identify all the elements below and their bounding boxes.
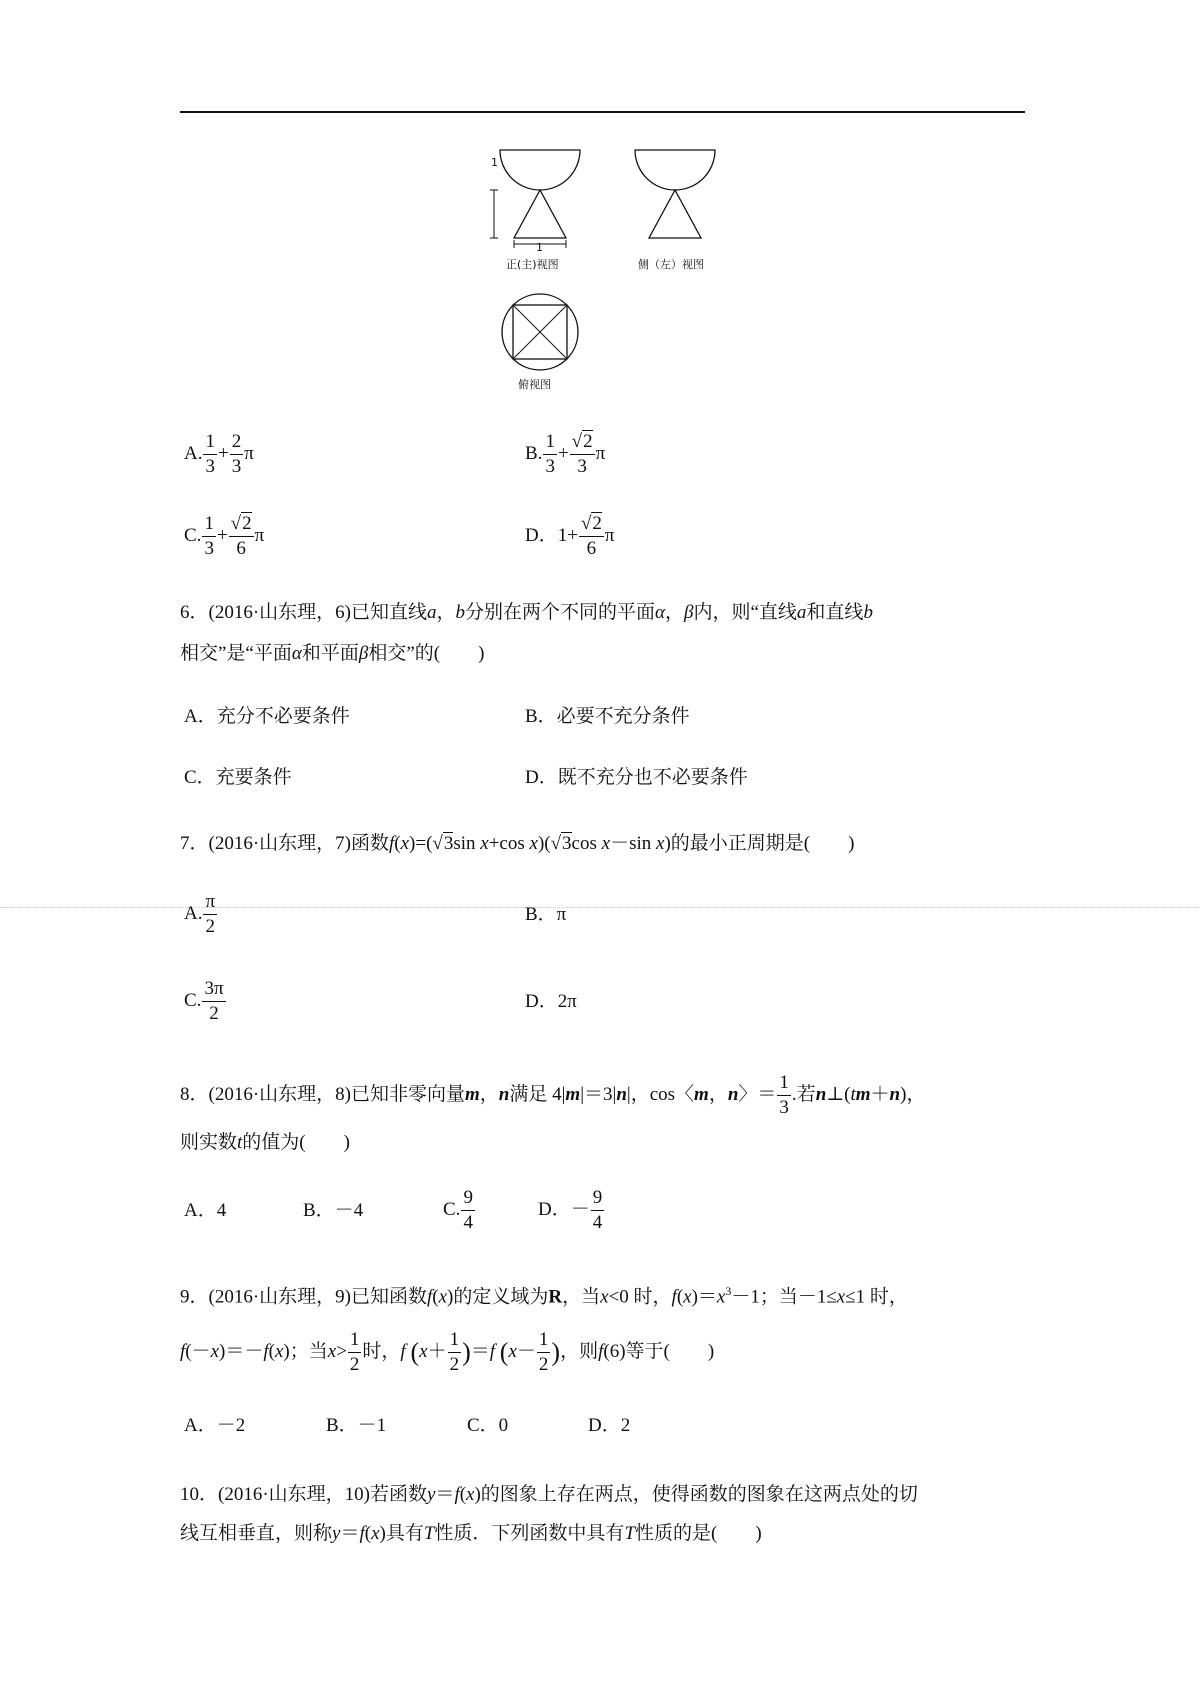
q7-option-b[interactable]: B．π	[525, 904, 567, 925]
q10-stem-line-1: 10．(2016·山东理，10)若函数y＝f(x)的图象上存在两点，使得函数的图象在这两点处的切	[180, 1484, 918, 1505]
q7-option-d[interactable]: D．2π	[525, 991, 577, 1012]
q8-option-b[interactable]: B．－4	[303, 1200, 364, 1221]
front-bowl-shape	[500, 150, 580, 190]
q5-option-d[interactable]: D．1+ $\frac{√2}{6}$ π	[525, 513, 615, 559]
side-view-caption: 侧（左）视图	[638, 258, 704, 271]
q7-stem: 7．(2016·山东理，7)函数f(x)=(√3sin x+cos x)(√3cos x－sin x)的最小正周期是( )	[180, 833, 855, 854]
height-label: 1	[491, 156, 498, 169]
front-view	[490, 150, 580, 248]
side-bowl-shape	[635, 150, 715, 190]
q8-stem-line-2: 则实数t的值为( )	[180, 1132, 350, 1153]
q9-option-b[interactable]: B．－1	[326, 1415, 387, 1436]
q9-option-d[interactable]: D．2	[588, 1415, 631, 1436]
q7-option-a[interactable]: A. $\frac{\pi}{2}$	[184, 891, 216, 937]
q7-option-c[interactable]: C. $\frac{3\pi}{2}$	[184, 978, 224, 1024]
q5-option-b[interactable]: B. $\frac{1}{3}$ + $\frac{√2}{3}$ π	[525, 431, 606, 477]
q9-stem-line-1: 9．(2016·山东理，9)已知函数f(x)的定义域为R，当x<0 时，$f(x)=x^3-1$；当－1≤x≤1 时，	[180, 1284, 908, 1308]
width-label: 1	[536, 241, 543, 254]
q6-option-b[interactable]: B．必要不充分条件	[525, 706, 690, 727]
page-divider	[0, 907, 1200, 908]
header-rule	[180, 111, 1025, 113]
top-view	[502, 294, 578, 370]
q8-option-a[interactable]: A．4	[184, 1200, 227, 1221]
front-cone-shape	[514, 190, 566, 238]
q9-stem-line-2: f(－x)＝－f(x)；当x> $\frac{1}{2}$ 时，f (x＋ $\frac{1}{2}$ )＝f (x－ $\frac{1}{2}$ )，则f(6)等于( )	[180, 1329, 715, 1376]
top-view-caption: 俯视图	[518, 378, 551, 391]
front-view-caption: 正(主)视图	[506, 258, 559, 271]
q8-stem-line-1: 8．(2016·山东理，8)已知非零向量m，n满足 4|m|＝3|n|，cos〈m，n〉＝ $\frac{1}{3}$ .若n⊥(tm＋n)，	[180, 1072, 926, 1118]
q8-option-c[interactable]: C. $\frac{9}{4}$	[443, 1187, 473, 1233]
q5-option-c[interactable]: C. $\frac{1}{3}$ + $\frac{√2}{6}$ π	[184, 513, 265, 559]
q9-option-a[interactable]: A．－2	[184, 1415, 246, 1436]
q6-option-c[interactable]: C．充要条件	[184, 767, 292, 788]
q6-stem-line-1: 6．(2016·山东理，6)已知直线a，b分别在两个不同的平面α，β内，则“直线a和直线b	[180, 602, 873, 623]
q6-option-a[interactable]: A．充分不必要条件	[184, 706, 350, 727]
q10-stem-line-2: 线互相垂直，则称y＝f(x)具有T性质．下列函数中具有T性质的是( )	[180, 1523, 762, 1544]
side-cone-shape	[649, 190, 701, 238]
q6-stem-line-2: 相交”是“平面α和平面β相交”的( )	[180, 643, 485, 664]
q6-option-d[interactable]: D．既不充分也不必要条件	[525, 767, 748, 788]
q5-option-a[interactable]: A. $\frac{1}{3}$ + $\frac{2}{3}$ π	[184, 431, 254, 477]
side-view	[635, 150, 715, 238]
q8-option-d[interactable]: D．－ $\frac{9}{4}$	[538, 1187, 603, 1233]
q9-option-c[interactable]: C．0	[467, 1415, 509, 1436]
